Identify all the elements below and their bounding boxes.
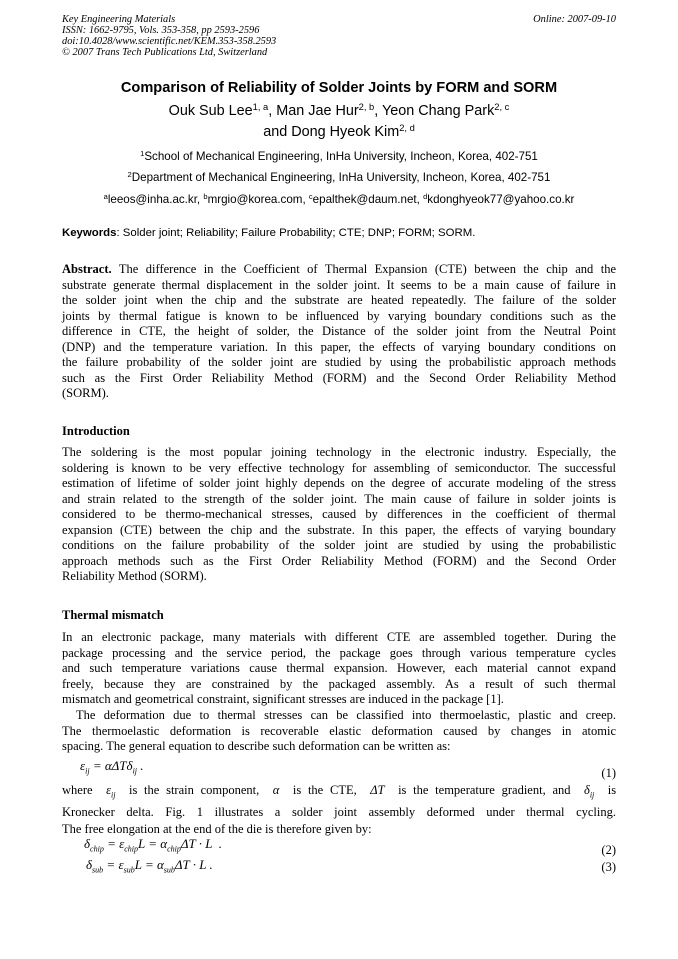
introduction-paragraph bbox=[62, 445, 616, 585]
section-heading-thermal-mismatch: Thermal mismatch bbox=[62, 608, 164, 622]
equation-3: $\delta_{sub} = \varepsilon_{sub}L = \alpha_{sub}\Delta T \cdot L$ . bbox=[86, 857, 213, 875]
abstract-line: the solder joint when the chip and the substrate are heated repeatedly. The failure of the solder bbox=[62, 293, 616, 307]
author-name: and Dong Hyeok Kim bbox=[263, 124, 400, 140]
intro-line: expansion (CTE) between the chip and the substrate. In this paper, the effects of varying boundary bbox=[62, 522, 616, 537]
abstract-line: substrate generate thermal displacement in the solder joint. It seems to be a main cause of failure in bbox=[62, 277, 616, 292]
thermal-line: and such temperature variations cause thermal expansion. However, each material cannot expand bbox=[62, 661, 616, 675]
aff-text: School of Mechanical Engineering, InHa University, Incheon, Korea, 402-751 bbox=[144, 150, 538, 163]
email-sup: d bbox=[423, 191, 428, 201]
thermal-paragraph-2 bbox=[62, 708, 616, 755]
thermal-paragraph-1 bbox=[62, 630, 616, 708]
affiliation-1 bbox=[0, 150, 678, 163]
email-sup: c bbox=[308, 191, 313, 201]
author-sup: 2, d bbox=[399, 122, 415, 133]
abstract-line: such as the First Order Reliability Method (FORM) and the Second Order Reliability Method bbox=[62, 370, 616, 385]
paper-title: Comparison of Reliability of Solder Joints by FORM and SORM bbox=[120, 80, 558, 96]
copyright-line: © 2007 Trans Tech Publications Ltd, Switzerland bbox=[62, 47, 268, 58]
abstract-line: (SORM). bbox=[62, 386, 109, 400]
intro-line: estimation of lifetime of solder joint highly depends on the degree of accurate modeling of the stress bbox=[62, 476, 616, 490]
aff-sup: 2 bbox=[127, 169, 132, 179]
email-sup: b bbox=[203, 191, 208, 201]
journal-name: Key Engineering Materials bbox=[62, 14, 176, 25]
keywords-text: : Solder joint; Reliability; Failure Probability; CTE; DNP; FORM; SORM. bbox=[116, 227, 476, 239]
email-link[interactable]: mrgio@korea.com, bbox=[207, 193, 309, 206]
abstract bbox=[62, 262, 616, 402]
thermal-line: spacing. The general equation to describe such deformation can be written as: bbox=[62, 739, 451, 753]
equation-2: $\delta_{chip} = \varepsilon_{chip}L = \alpha_{chip}\Delta T \cdot L$ . bbox=[84, 836, 223, 854]
where-line: Kronecker delta. Fig. 1 illustrates a solder joint assembly deformed under thermal cycling. bbox=[62, 804, 616, 819]
abstract-line: the failure probability of the solder joint are studied by using the probabilistic approach methods bbox=[62, 355, 616, 369]
author-name: Ouk Sub Lee bbox=[168, 103, 253, 119]
journal-header bbox=[62, 14, 616, 58]
keywords-label: Keywords bbox=[62, 227, 117, 239]
thermal-line: The thermoelastic deformation is recoverable elastic deformation caused by changes in atomic bbox=[62, 723, 616, 738]
email-link[interactable]: kdonghyeok77@yahoo.co.kr bbox=[427, 193, 575, 206]
where-paragraph bbox=[62, 782, 616, 838]
equation-1: $\varepsilon_{ij} = \alpha\Delta T\delta_{ij}$ . bbox=[80, 758, 144, 776]
equation-2-number: (2) bbox=[601, 843, 616, 857]
author-name: , Man Jae Hur bbox=[268, 103, 359, 119]
author-sup: 2, c bbox=[494, 101, 510, 112]
email-link[interactable]: leeos@inha.ac.kr, bbox=[107, 193, 204, 206]
email-link[interactable]: epalthek@daum.net, bbox=[312, 193, 424, 206]
author-name: , Yeon Chang Park bbox=[374, 103, 495, 119]
intro-line: Reliability Method (SORM). bbox=[62, 569, 207, 583]
intro-line: conditions on the failure probability of the solder joint are studied by using the probabilistic bbox=[62, 538, 616, 552]
where-line: where $\varepsilon_{ij}$ is the strain component, α is the CTE, ΔT is the temperature gradient, and $\delta_{ij}$ is bbox=[62, 783, 617, 800]
author-sup: 1, a bbox=[252, 101, 269, 112]
abstract-label: Abstract. bbox=[62, 262, 112, 276]
thermal-line: freely, because they are constrained by the packaged assembly. As a result of such thermal bbox=[62, 676, 616, 691]
where-line: The free elongation at the end of the die is therefore given by: bbox=[62, 821, 372, 836]
intro-line: considered to be thermo-mechanical stresses, caused by differences in the coefficient of thermal bbox=[62, 507, 616, 521]
keywords bbox=[62, 227, 616, 239]
equation-3-number: (3) bbox=[601, 860, 616, 874]
intro-line: and strain related to the strength of the solder joint. The main cause of failure in solder joints is bbox=[62, 491, 616, 506]
aff-text: Department of Mechanical Engineering, InHa University, Incheon, Korea, 402-751 bbox=[131, 171, 551, 184]
intro-line: soldering is known to be very effective technology for assembling of semiconductor. The successful bbox=[62, 460, 616, 475]
thermal-line: In an electronic package, many materials with different CTE are assembled together. During the bbox=[62, 630, 616, 644]
aff-sup: 1 bbox=[140, 148, 145, 158]
email-sup: a bbox=[103, 191, 108, 201]
author-sup: 2, b bbox=[358, 101, 375, 112]
thermal-line: mismatch and geometrical constraint, significant stresses are induced in the package [1]. bbox=[62, 692, 504, 706]
online-date: Online: 2007-09-10 bbox=[533, 14, 616, 25]
equation-1-number: (1) bbox=[601, 766, 616, 780]
affiliation-2 bbox=[0, 171, 678, 184]
thermal-line: The deformation due to thermal stresses can be classified into thermoelastic, plastic and creep. bbox=[76, 708, 616, 722]
abstract-line: (DNP) and the temperature variation. In this paper, the effects of varying boundary conditions on bbox=[62, 339, 616, 354]
section-heading-introduction: Introduction bbox=[62, 424, 130, 438]
abstract-line: difference in CTE, the height of solder, the Distance of the solder joint from the Neutral Point bbox=[62, 324, 616, 338]
email-list bbox=[0, 193, 678, 206]
issn-line: ISSN: 1662-9795, Vols. 353-358, pp 2593-2596 bbox=[62, 25, 260, 36]
abstract-line: joints by thermal fatigue is known to be influenced by varying boundary conditions such as the bbox=[62, 308, 616, 323]
intro-line: The soldering is the most popular joining technology in the electronic industry. Especially, the bbox=[62, 445, 616, 459]
author-line-2 bbox=[0, 124, 678, 140]
thermal-line: package processing and the service period, the package goes through various temperature cycles bbox=[62, 645, 616, 660]
author-line-1 bbox=[0, 103, 678, 119]
abstract-line: Abstract. The difference in the Coefficient of Thermal Expansion (CTE) between the chip and the bbox=[62, 262, 616, 276]
doi-line: doi:10.4028/www.scientific.net/KEM.353-358.2593 bbox=[62, 36, 277, 47]
intro-line: approach methods such as the First Order Reliability Method (FORM) and the Second Order bbox=[62, 553, 616, 568]
